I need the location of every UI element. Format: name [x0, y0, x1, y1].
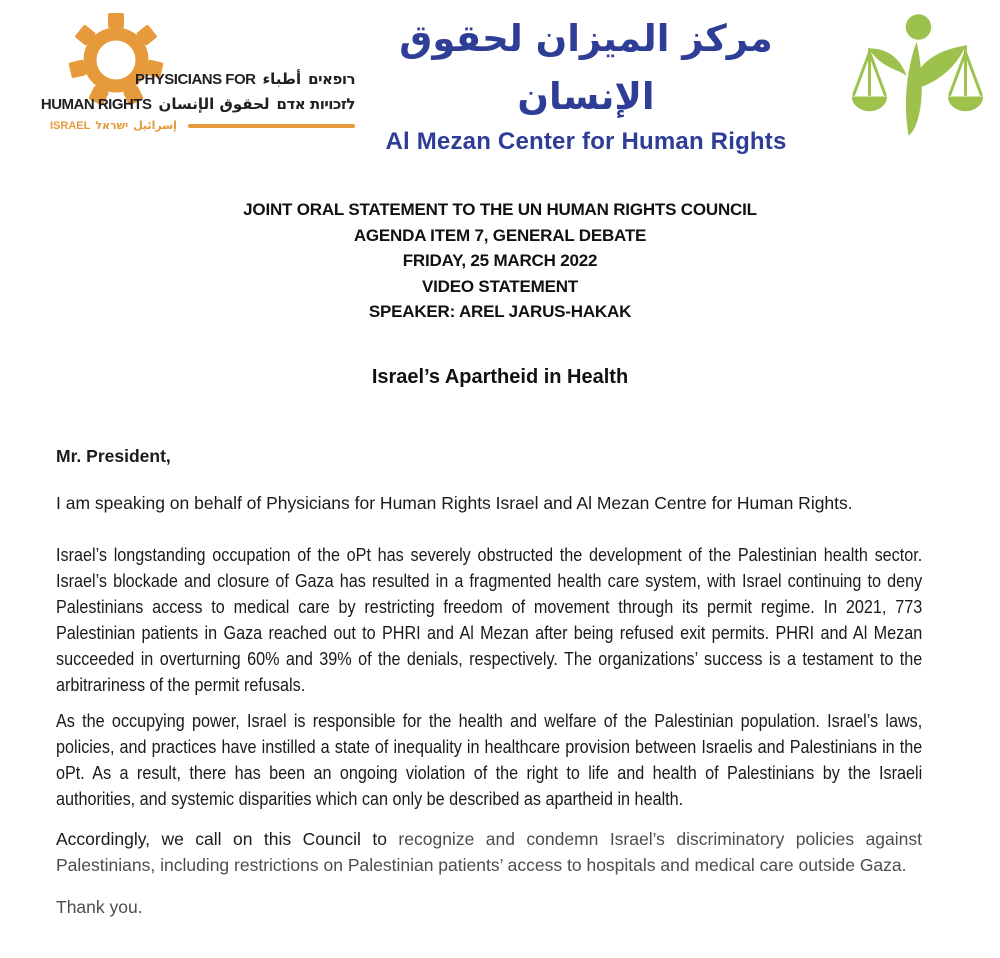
- closing-thanks: Thank you.: [56, 897, 143, 917]
- phri-en-physicians: PHYSICIANS FOR: [134, 71, 256, 88]
- statement-header: [0, 197, 1000, 325]
- phri-he-human-rights: לזכויות אדם: [276, 95, 355, 113]
- paragraph-occupation: Israel’s longstanding occupation of the oPt has severely obstructed the development of the Palestinian health sector. Israel’s blockade and closure of Gaza has resulted in a fragmented health care system, with Israel continuing to deny Palestinians access to medical care by restricting freedom of movement through its permit regime. In 2021, 773 Palestinian patients in Gaza reached out to PHRI and Al Mezan after being refused exit permits. PHRI and Al Mezan succeeded in overturning 60% and 39% of the denials, respectively. The organizations’ success is a testament to the arbitrariness of the permit refusals.: [56, 544, 923, 695]
- phri-orange-rule: [188, 124, 355, 128]
- paragraph-occupying-power: As the occupying power, Israel is responsible for the health and welfare of the Palestinian population. Israel’s laws, policies, and practices have instilled a state of inequality in healthcare provision between Israelis and Palestinians in the oPt. As a result, there has been an ongoing violation of the right to life and health of Palestinians by the Israeli authorities, and systemic disparities which can only be described as apartheid in health.: [56, 710, 923, 809]
- header-line-date: FRIDAY, 25 MARCH 2022: [402, 251, 598, 270]
- phri-wordmark-line2: [41, 95, 355, 113]
- phri-wordmark-line1: [135, 70, 355, 88]
- phri-ar-physicians: أطباء: [262, 70, 302, 88]
- phri-ar-human-rights: لحقوق الإنسان: [158, 95, 270, 113]
- phri-ar-israel: إسرائيل: [133, 119, 177, 132]
- document-title: Israel’s Apartheid in Health: [371, 366, 629, 388]
- header-line-agenda: AGENDA ITEM 7, GENERAL DEBATE: [353, 225, 647, 245]
- almezan-arabic-title: مركز الميزان لحقوق الإنسان: [399, 17, 773, 118]
- call-segment-gray: recognize and condemn Israel’s discriminatory policies against Palestinians, including restrictions on Palestinian patients’ access to hospitals and medical care outside Gaza.: [56, 829, 922, 875]
- salutation: Mr. President,: [56, 446, 171, 466]
- paragraph-intro: I am speaking on behalf of Physicians for Human Rights Israel and Al Mezan Centre for Human Rights.: [56, 493, 853, 513]
- phri-en-human-rights: HUMAN RIGHTS: [40, 96, 152, 113]
- header-line-statement: JOINT ORAL STATEMENT TO THE UN HUMAN RIGHTS COUNCIL: [243, 200, 757, 219]
- call-segment-black: Accordingly, we call on this Council to: [56, 829, 399, 849]
- header-line-speaker: SPEAKER: AREL JARUS-HAKAK: [368, 302, 632, 321]
- almezan-english-title: Al Mezan Center for Human Rights: [385, 128, 787, 155]
- phri-en-israel: ISRAEL: [50, 119, 91, 132]
- almezan-scales-logo-icon: [843, 12, 990, 136]
- phri-he-israel: ישראל: [95, 119, 129, 132]
- letterhead: [0, 0, 1000, 155]
- header-line-video: VIDEO STATEMENT: [422, 276, 578, 296]
- paragraph-call-to-council: [56, 826, 922, 878]
- almezan-titles: [340, 10, 832, 156]
- statement-body: [56, 443, 922, 920]
- phri-wordmark-line3: [50, 119, 355, 132]
- phri-he-physicians: רופאים: [308, 70, 355, 88]
